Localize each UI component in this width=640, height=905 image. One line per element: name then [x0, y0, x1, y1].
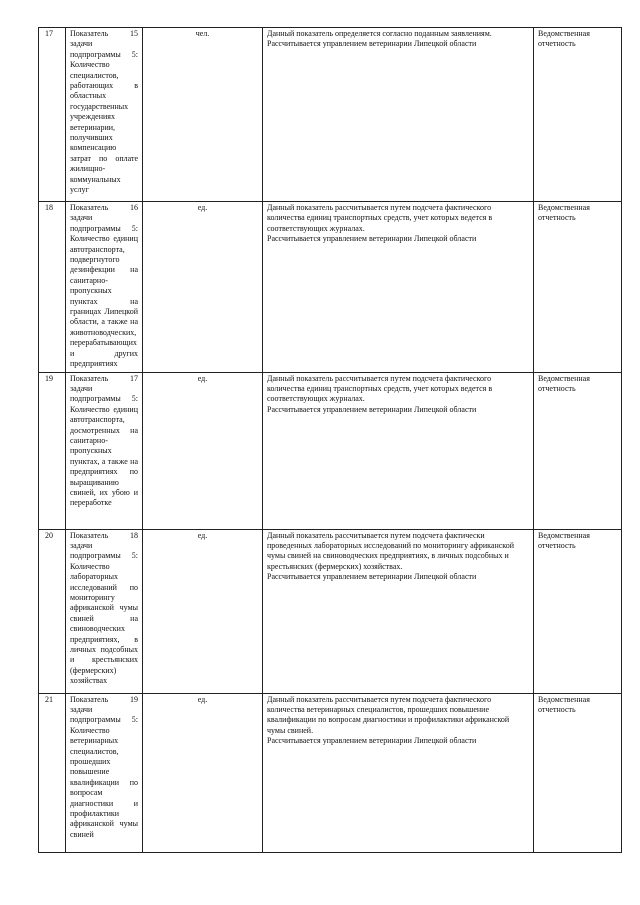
row-number: 18: [39, 202, 66, 373]
indicator-name: Показатель 15 задачи подпрограммы 5: Количество специалистов, работающих в областных государственных учреждениях ветеринарии, получивших компенсацию затрат по оплате жилищно-коммунальных услуг: [66, 28, 143, 202]
indicator-name: Показатель 18 задачи подпрограммы 5: Количество лабораторных исследований по мониторингу африканской чумы свиней на свиноводческих предприятиях, в личных подсобных и крестьянских (фермерских) хозяйствах: [66, 529, 143, 693]
calculation-responsible: Рассчитывается управлением ветеринарии Липецкой области: [267, 404, 477, 414]
calculation-method: [263, 372, 534, 529]
row-number: 21: [39, 693, 66, 852]
calculation-method: [263, 202, 534, 373]
data-source: Ведомственная отчетность: [534, 28, 622, 202]
calculation-text: Данный показатель определяется согласно поданным заявлениям.: [267, 29, 492, 38]
table-row: [39, 372, 622, 529]
indicator-table: [38, 27, 622, 853]
unit-of-measure: чел.: [143, 28, 263, 202]
unit-of-measure: ед.: [143, 529, 263, 693]
indicator-name: Показатель 17 задачи подпрограммы 5: Количество единиц автотранспорта, досмотренных на санитарно-пропускных пунктах, а также на предприятиях по выращиванию свиней, их убою и переработке: [66, 372, 143, 529]
calculation-method: [263, 28, 534, 202]
table-row: [39, 529, 622, 693]
row-number: 20: [39, 529, 66, 693]
data-source: Ведомственная отчетность: [534, 202, 622, 373]
indicator-name: Показатель 16 задачи подпрограммы 5: Количество единиц автотранспорта, подвергнутого дезинфекции на санитарно-пропускных пунктах на границах Липецкой области, а также на животноводческих, перерабатывающих и других предприятиях: [66, 202, 143, 373]
indicator-name: Показатель 19 задачи подпрограммы 5: Количество ветеринарных специалистов, прошедших повышение квалификации по вопросам диагностики и профилактики африканской чумы свиней: [66, 693, 143, 852]
calculation-method: [263, 529, 534, 693]
calculation-text: Данный показатель рассчитывается путем подсчета фактического количества единиц транспортных средств, учет которых ведется в соответствующих журналах.: [267, 203, 493, 233]
data-source: Ведомственная отчетность: [534, 372, 622, 529]
row-number: 19: [39, 372, 66, 529]
table-row: [39, 202, 622, 373]
calculation-responsible: Рассчитывается управлением ветеринарии Липецкой области: [267, 39, 477, 49]
calculation-text: Данный показатель рассчитывается путем подсчета фактически проведенных лабораторных исследований по мониторингу африканской чумы свиней на свиноводческих предприятиях, в личных подсобных и крестьянских (фермерских) хозяйствах.: [267, 530, 515, 571]
calculation-text: Данный показатель рассчитывается путем подсчета фактического количества ветеринарных специалистов, прошедших повышение квалификации по вопросам диагностики и профилактики африканской чумы свиней.: [267, 694, 510, 735]
table-row: [39, 693, 622, 852]
row-number: 17: [39, 28, 66, 202]
table-row: [39, 28, 622, 202]
unit-of-measure: ед.: [143, 693, 263, 852]
calculation-responsible: Рассчитывается управлением ветеринарии Липецкой области: [267, 234, 477, 244]
calculation-responsible: Рассчитывается управлением ветеринарии Липецкой области: [267, 572, 477, 582]
calculation-method: [263, 693, 534, 852]
unit-of-measure: ед.: [143, 372, 263, 529]
unit-of-measure: ед.: [143, 202, 263, 373]
calculation-text: Данный показатель рассчитывается путем подсчета фактического количества единиц транспортных средств, учет которых ведется в соответствующих журналах.: [267, 373, 493, 404]
data-source: Ведомственная отчетность: [534, 693, 622, 852]
data-source: Ведомственная отчетность: [534, 529, 622, 693]
calculation-responsible: Рассчитывается управлением ветеринарии Липецкой области: [267, 736, 477, 746]
